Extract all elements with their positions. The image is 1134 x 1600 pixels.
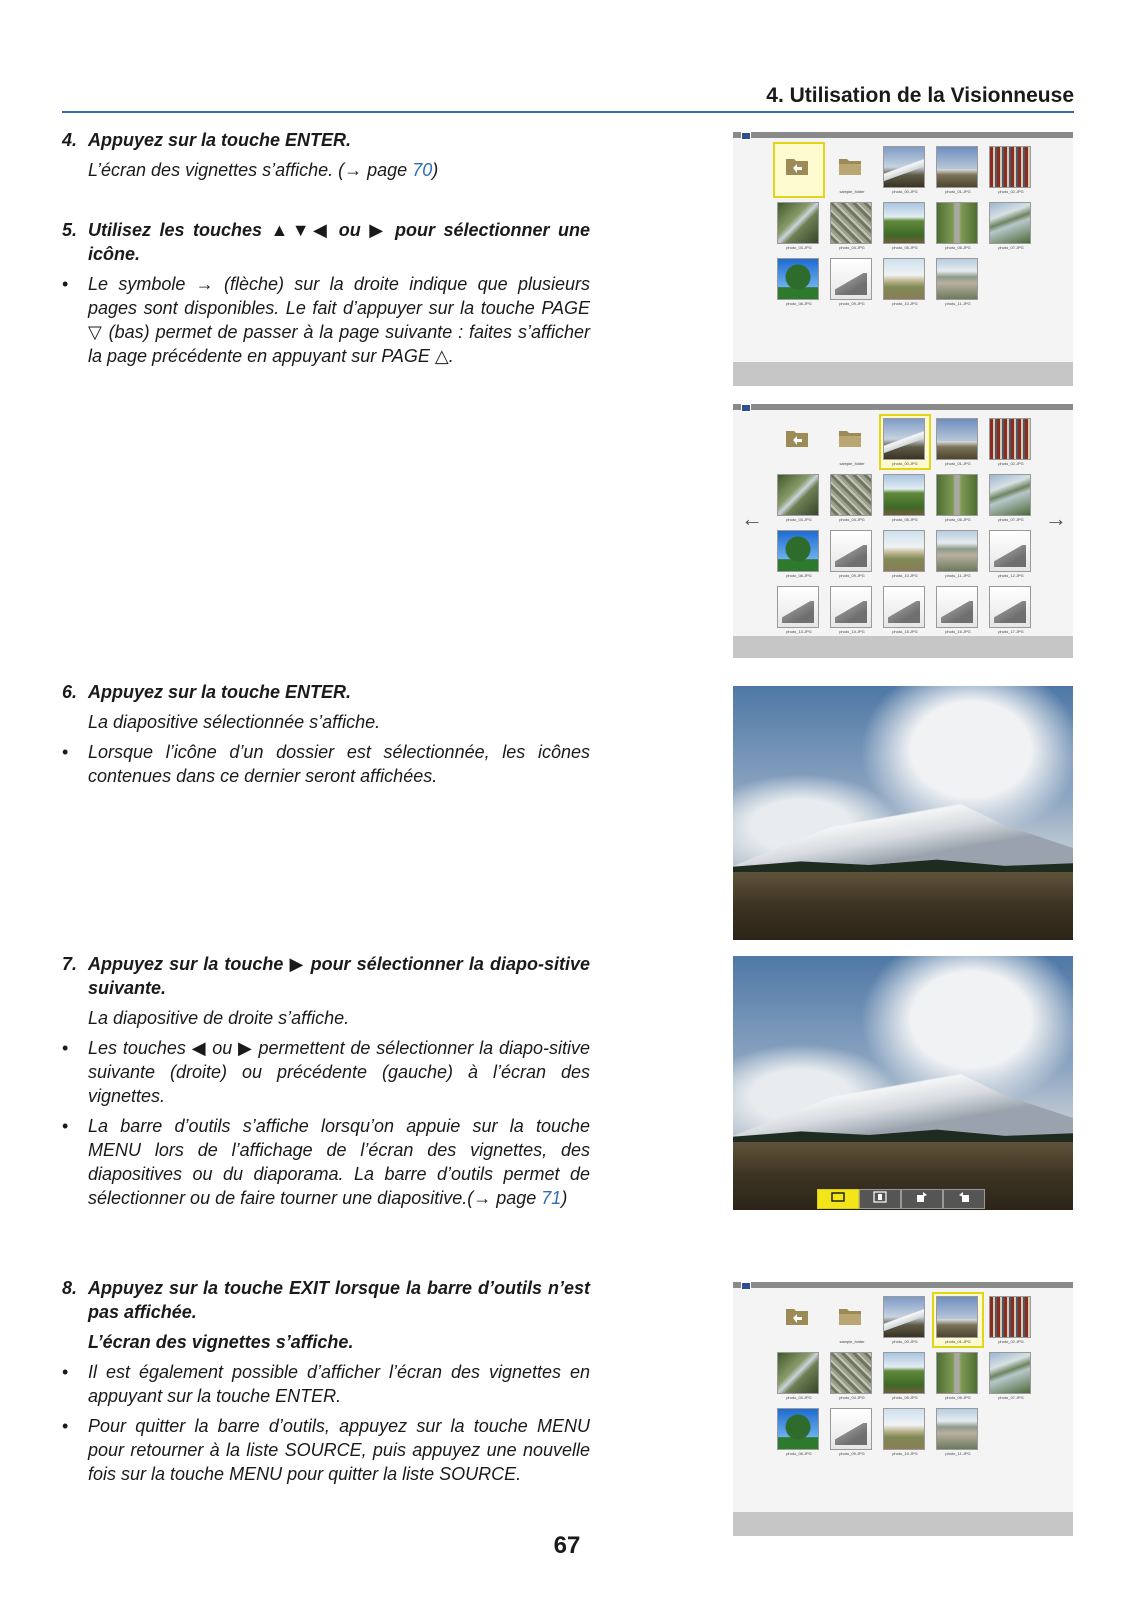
source-icon [741,132,751,140]
fit-icon [872,1191,888,1203]
photo-thumbnail [936,530,978,572]
step-number: 4. [62,130,78,150]
thumbnail[interactable]: photo_10.JPG [881,1406,929,1458]
step-desc: L’écran des vignettes s’affiche. [88,1332,354,1352]
photo-thumbnail [989,418,1031,460]
thumbnail-screen-2 [733,404,1073,658]
photo-thumbnail [830,474,872,516]
thumbnail[interactable]: photo_13.JPG [775,584,823,636]
slide-photo [733,686,1073,940]
thumbnail[interactable]: photo_10.JPG [881,256,929,308]
thumbnail[interactable]: photo_01.JPG [934,144,982,196]
thumbnail[interactable]: photo_17.JPG [987,584,1035,636]
back-folder-icon [785,156,809,176]
bullet-dot: • [62,1038,69,1058]
thumbnail[interactable]: photo_04.JPG [828,200,876,252]
thumbnail-screen-1 [733,132,1073,386]
photo-thumbnail [777,1352,819,1394]
thumbnail[interactable]: photo_08.JPG [775,1406,823,1458]
step-title: Utilisez les touches ▲▼◀ ou ▶ pour sélectionner une icône. [88,220,590,264]
bullet-text: Il est également possible d’afficher l’écran des vignettes en appuyant sur la touche ENTER. [88,1362,590,1406]
photo-thumbnail [883,474,925,516]
folder-tile[interactable]: sample_folder [828,1294,876,1346]
thumbnail[interactable]: photo_15.JPG [881,584,929,636]
bullet-text: La barre d’outils s’affiche lorsqu’on appuie sur la touche MENU lors de l’affichage de l’écran des vignettes, des diapositives ou du diaporama. La barre d’outils permet de sélectionner ou de faire tourner une diapositive.(→ page 71) [88,1116,590,1208]
step-4 [62,128,590,182]
thumbnail[interactable]: photo_05.JPG [881,1350,929,1402]
photo-placeholder [830,586,872,628]
step-6 [62,680,590,788]
bullet-text: Pour quitter la barre d’outils, appuyez sur la touche MENU pour retourner à la liste SOURCE, puis appuyez une nouvelle fois sur la touche MENU pour quitter la liste SOURCE. [88,1416,590,1484]
screen-bottombar [733,636,1073,658]
photo-thumbnail [883,258,925,300]
photo-thumbnail [936,418,978,460]
back-folder-icon [785,428,809,448]
photo-thumbnail [883,1296,925,1338]
step-number: 7. [62,954,78,974]
arrow-right-icon[interactable]: → [1045,506,1067,531]
source-icon [741,404,751,412]
thumbnail[interactable]: photo_07.JPG [987,472,1035,524]
photo-placeholder [989,530,1031,572]
photo-thumbnail [883,530,925,572]
thumbnail[interactable]: photo_16.JPG [934,584,982,636]
thumbnail[interactable]: photo_03.JPG [775,472,823,524]
step-title: Appuyez sur la touche ENTER. [88,130,352,150]
thumbnail[interactable]: photo_01.JPG [934,416,982,468]
photo-thumbnail [936,146,978,188]
bullet-text: Lorsque l’icône d’un dossier est sélectionnée, les icônes contenues dans ce dernier seront affichées. [88,742,590,786]
bullet-text: Le symbole → (flèche) sur la droite indique que plusieurs pages sont disponibles. Le fait d’appuyer sur la touche PAGE ▽ (bas) permet de passer à la page suivante : faites s’afficher la page précédente en appuyant sur PAGE △. [88,274,590,366]
thumbnail[interactable]: photo_12.JPG [987,528,1035,580]
toolbar-fit-button[interactable] [859,1189,901,1209]
thumbnail[interactable]: photo_00.JPG [881,1294,929,1346]
step-title: Appuyez sur la touche EXIT lorsque la barre d’outils n’est pas affichée. [88,1278,590,1322]
page-number: 67 [553,1532,581,1559]
thumbnail[interactable]: photo_11.JPG [934,1406,982,1458]
photo-placeholder [830,1408,872,1450]
bullet-dot: • [62,1416,69,1436]
photo-thumbnail [989,202,1031,244]
thumbnail[interactable]: photo_11.JPG [934,528,982,580]
folder-icon [838,156,862,176]
folder-icon [838,1306,862,1326]
bullet-dot: • [62,742,69,762]
back-folder-icon [785,1306,809,1326]
toolbar-select-button[interactable] [817,1189,859,1209]
thumbnail[interactable]: photo_14.JPG [828,584,876,636]
thumbnail[interactable]: photo_07.JPG [987,1350,1035,1402]
back-folder-tile[interactable] [775,416,823,468]
photo-placeholder [883,586,925,628]
photo-thumbnail [883,418,925,460]
thumbnail[interactable]: photo_08.JPG [775,528,823,580]
page-link[interactable]: 70 [412,160,433,180]
photo-thumbnail [777,474,819,516]
screen-topbar [733,132,1073,138]
photo-thumbnail [883,1352,925,1394]
thumbnail[interactable]: photo_06.JPG [934,1350,982,1402]
photo-placeholder [777,586,819,628]
step-desc: L’écran des vignettes s’affiche. (→ page 70) [88,160,439,180]
thumbnail-screen-3 [733,1282,1073,1536]
bullet-dot: • [62,1116,69,1136]
photo-thumbnail [936,1408,978,1450]
photo-thumbnail [936,474,978,516]
thumbnail[interactable]: photo_05.JPG [881,472,929,524]
thumbnail[interactable]: photo_02.JPG [987,1294,1035,1346]
toolbar-rotate-left-button[interactable] [943,1189,985,1209]
thumbnail[interactable]: photo_00.JPG [881,416,929,468]
photo-placeholder [830,530,872,572]
step-number: 6. [62,682,78,702]
photo-thumbnail [936,1296,978,1338]
thumbnail[interactable]: photo_09.JPG [828,256,876,308]
photo-thumbnail [883,202,925,244]
thumbnail[interactable]: photo_01.JPG [934,1294,982,1346]
photo-thumbnail [777,202,819,244]
photo-placeholder [989,586,1031,628]
photo-thumbnail [883,146,925,188]
thumbnail[interactable]: photo_02.JPG [987,416,1035,468]
step-desc: La diapositive de droite s’affiche. [88,1008,350,1028]
photo-thumbnail [777,530,819,572]
select-icon [830,1191,846,1203]
photo-thumbnail [989,1296,1031,1338]
step-7 [62,952,590,1210]
arrow-left-icon[interactable]: ← [741,506,763,531]
screen-topbar [733,404,1073,410]
photo-thumbnail [830,1352,872,1394]
step-title: Appuyez sur la touche ▶ pour sélectionner la diapo-sitive suivante. [88,954,590,998]
step-number: 8. [62,1278,78,1298]
photo-placeholder [936,586,978,628]
photo-thumbnail [883,1408,925,1450]
page-link[interactable]: 71 [541,1188,562,1208]
header-rule [62,111,1074,113]
folder-icon [838,428,862,448]
screen-bottombar [733,362,1073,386]
rotate-left-icon [956,1191,972,1203]
thumbnail[interactable]: photo_06.JPG [934,200,982,252]
thumbnail[interactable]: photo_11.JPG [934,256,982,308]
step-5 [62,218,590,368]
step-number: 5. [62,220,78,240]
photo-thumbnail [777,1408,819,1450]
screen-topbar [733,1282,1073,1288]
thumbnail[interactable]: photo_07.JPG [987,200,1035,252]
photo-thumbnail [989,474,1031,516]
source-icon [741,1282,751,1290]
thumbnail[interactable]: photo_10.JPG [881,528,929,580]
thumbnail[interactable]: photo_03.JPG [775,200,823,252]
folder-tile[interactable]: sample_folder [828,144,876,196]
back-folder-tile[interactable] [775,1294,823,1346]
photo-thumbnail [989,146,1031,188]
bullet-text: Les touches ◀ ou ▶ permettent de sélectionner la diapo-sitive suivante (droite) ou précédente (gauche) à l’écran des vignettes. [88,1038,590,1106]
step-8 [62,1276,590,1486]
thumbnail[interactable]: photo_04.JPG [828,472,876,524]
photo-placeholder [830,258,872,300]
photo-thumbnail [936,1352,978,1394]
thumbnail[interactable]: photo_06.JPG [934,472,982,524]
thumbnail[interactable]: photo_09.JPG [828,1406,876,1458]
photo-thumbnail [936,258,978,300]
photo-thumbnail [936,202,978,244]
thumbnail[interactable]: photo_08.JPG [775,256,823,308]
thumbnail[interactable]: photo_03.JPG [775,1350,823,1402]
toolbar-rotate-right-button[interactable] [901,1189,943,1209]
slide-photo-with-toolbar [733,956,1073,1210]
folder-tile[interactable]: sample_folder [828,416,876,468]
back-folder-tile[interactable] [775,144,823,196]
thumbnail[interactable]: photo_09.JPG [828,528,876,580]
photo-thumbnail [777,258,819,300]
bullet-dot: • [62,1362,69,1382]
thumbnail[interactable]: photo_05.JPG [881,200,929,252]
thumbnail[interactable]: photo_00.JPG [881,144,929,196]
photo-thumbnail [830,202,872,244]
thumbnail[interactable]: photo_02.JPG [987,144,1035,196]
step-title: Appuyez sur la touche ENTER. [88,682,352,702]
rotate-right-icon [914,1191,930,1203]
bullet-dot: • [62,274,69,294]
thumbnail[interactable]: photo_04.JPG [828,1350,876,1402]
photo-thumbnail [989,1352,1031,1394]
header-title: 4. Utilisation de la Visionneuse [766,84,1074,107]
step-desc: La diapositive sélectionnée s’affiche. [88,712,381,732]
